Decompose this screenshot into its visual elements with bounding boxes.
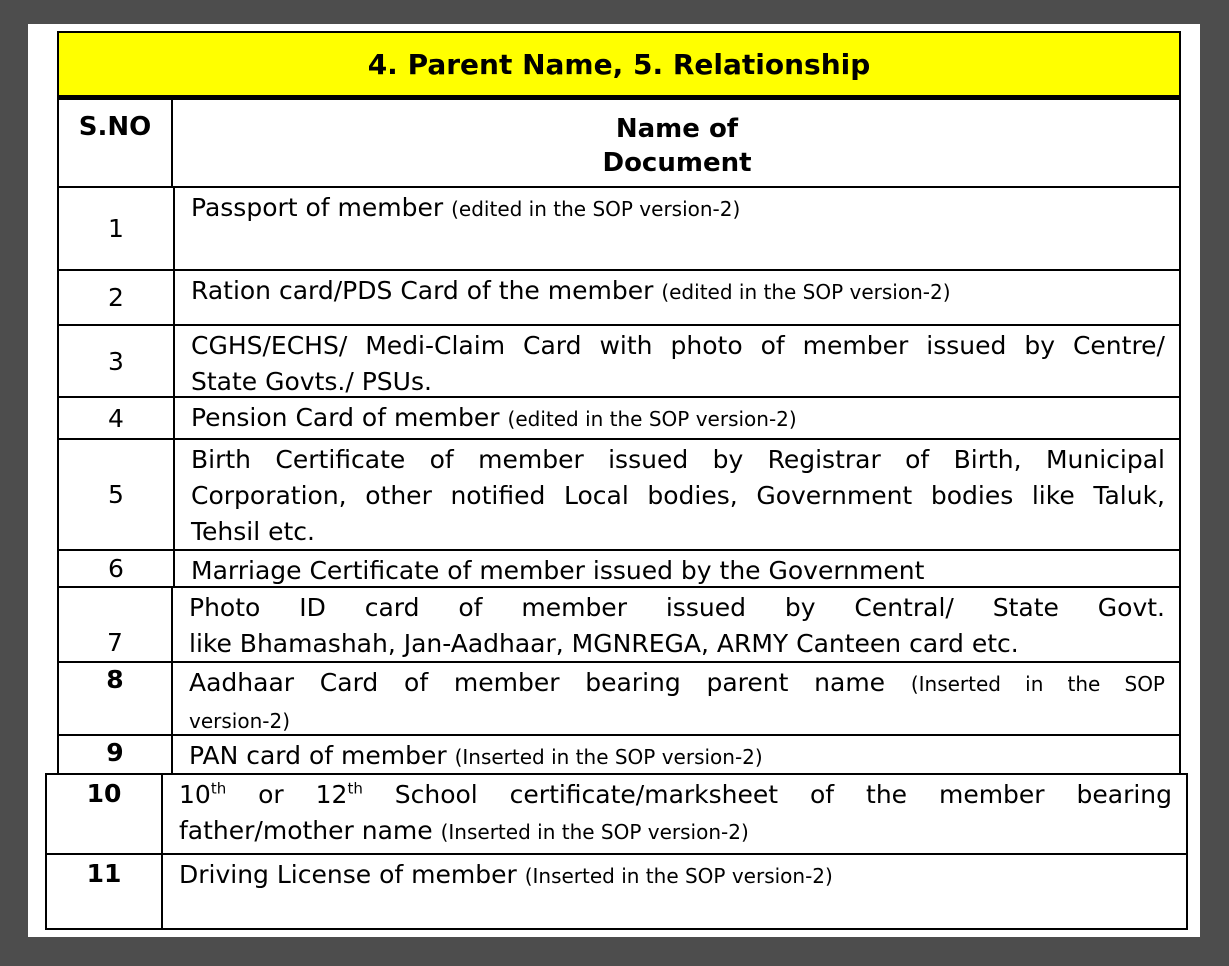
row-document-name: CGHS/ECHS/ Medi-Claim Card with photo of member issued by Centre/ State Govts./ PSUs.	[191, 331, 1165, 396]
row-serial-number: 5	[59, 440, 175, 549]
row-document-name: Passport of member (edited in the SOP version-2)	[191, 193, 741, 222]
column-header-document	[173, 100, 1179, 186]
table-row	[59, 188, 1179, 269]
row-serial-number: 10	[47, 775, 163, 853]
row-serial-number: 9	[59, 736, 173, 773]
row-document-name: Aadhaar Card of member bearing parent name (Inserted in the SOP version-2)	[189, 668, 1165, 733]
row-serial-number: 11	[47, 855, 163, 928]
row-serial-number: 4	[59, 398, 175, 438]
documents-table	[57, 97, 1181, 775]
row-document-name: PAN card of member (Inserted in the SOP version-2)	[189, 741, 763, 770]
row-document-name: Driving License of member (Inserted in the SOP version-2)	[179, 860, 833, 889]
document-page	[28, 24, 1200, 937]
table-body	[59, 188, 1179, 773]
row-document-name: 10th or 12th School certificate/marksheet of the member bearing father/mother name (Inserted in the SOP version-2)	[179, 779, 1173, 845]
table-header-row	[59, 100, 1179, 188]
row-document-name: Ration card/PDS Card of the member (edited in the SOP version-2)	[191, 276, 951, 305]
table-row	[47, 775, 1186, 853]
table-row	[47, 853, 1186, 928]
table-row	[59, 734, 1179, 773]
column-header-document-line2: Document	[602, 148, 752, 178]
table-row	[59, 324, 1179, 396]
documents-table-continued	[45, 773, 1188, 930]
row-document-name: Birth Certificate of member issued by Registrar of Birth, Municipal Corporation, other notified Local bodies, Government bodies like Taluk, Tehsil etc.	[191, 445, 1165, 546]
row-serial-number: 3	[59, 326, 175, 396]
row-document-name: Photo ID card of member issued by Central/ State Govt. like Bhamashah, Jan-Aadhaar, MGNREGA, ARMY Canteen card etc.	[189, 593, 1165, 658]
table-row	[59, 438, 1179, 549]
section-title-banner	[57, 31, 1181, 97]
table-row	[59, 396, 1179, 438]
column-header-document-line1: Name of	[615, 114, 739, 144]
row-serial-number: 1	[59, 188, 175, 269]
table-row	[59, 586, 1179, 661]
row-serial-number: 2	[59, 271, 175, 324]
column-header-sno: S.NO	[59, 100, 173, 186]
row-document-name: Pension Card of member (edited in the SOP version-2)	[191, 403, 797, 432]
row-serial-number: 6	[59, 551, 175, 586]
section-title: 4. Parent Name, 5. Relationship	[367, 47, 871, 81]
table-row	[59, 661, 1179, 734]
row-document-name: Marriage Certificate of member issued by the Government	[191, 556, 925, 585]
row-serial-number: 7	[59, 588, 173, 661]
table-row	[59, 269, 1179, 324]
table-row	[59, 549, 1179, 586]
row-serial-number: 8	[59, 663, 173, 734]
